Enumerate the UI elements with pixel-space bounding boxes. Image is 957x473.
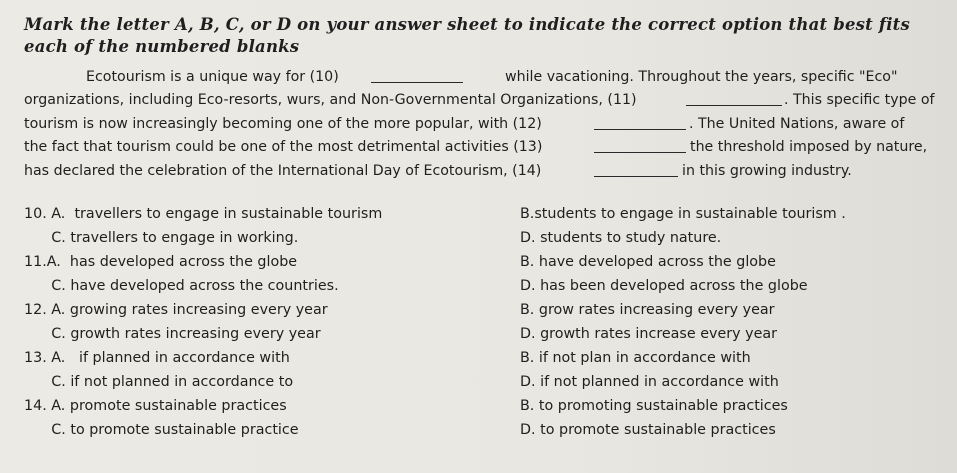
passage-text: organizations, including Eco-resorts, wurs, and Non-Governmental Organizations, (11)	[24, 92, 637, 109]
blank-14[interactable]	[594, 162, 678, 177]
option-row	[24, 422, 949, 444]
option-row	[24, 374, 949, 396]
passage-text: the threshold imposed by nature,	[690, 139, 928, 156]
option-c[interactable]: C. travellers to engage in working.	[24, 230, 299, 246]
option-b[interactable]: B. if not plan in accordance with	[520, 350, 751, 366]
passage-text: has declared the celebration of the International Day of Ecotourism, (14)	[24, 162, 542, 179]
option-row	[24, 230, 949, 252]
option-d[interactable]: D. to promote sustainable practices	[520, 422, 776, 438]
passage-line-2	[24, 89, 949, 112]
option-b[interactable]: B. grow rates increasing every year	[520, 302, 775, 318]
option-d[interactable]: D. students to study nature.	[520, 230, 722, 246]
option-d[interactable]: D. if not planned in accordance with	[520, 374, 779, 390]
option-a[interactable]: 13. A. if planned in accordance with	[24, 350, 290, 366]
option-a[interactable]: 10. A. travellers to engage in sustainable tourism	[24, 206, 383, 222]
passage-line-1	[24, 66, 949, 89]
option-a[interactable]: 14. A. promote sustainable practices	[24, 398, 287, 414]
option-c[interactable]: C. growth rates increasing every year	[24, 326, 321, 342]
option-row	[24, 206, 949, 228]
passage-text: while vacationing. Throughout the years, specific "Eco"	[505, 69, 898, 85]
passage-text: . The United Nations, aware of	[689, 115, 905, 132]
passage-text: in this growing industry.	[682, 162, 852, 179]
option-row	[24, 254, 949, 276]
option-row	[24, 350, 949, 372]
option-d[interactable]: D. has been developed across the globe	[520, 278, 808, 294]
option-row	[24, 326, 949, 348]
instruction-heading: Mark the letter A, B, C, or D on your answer sheet to indicate the correct option that best fits each of the numbered blanks	[24, 15, 910, 56]
passage-line-5	[24, 160, 949, 183]
blank-13[interactable]	[594, 138, 686, 153]
option-row	[24, 278, 949, 300]
passage-line-4	[24, 136, 949, 159]
option-c[interactable]: C. have developed across the countries.	[24, 278, 339, 294]
option-a[interactable]: 12. A. growing rates increasing every year	[24, 302, 328, 318]
option-b[interactable]: B. to promoting sustainable practices	[520, 398, 788, 414]
option-a[interactable]: 11.A. has developed across the globe	[24, 254, 298, 270]
passage-text: Ecotourism is a unique way for (10)	[86, 69, 339, 85]
passage-text: the fact that tourism could be one of the most detrimental activities (13)	[24, 139, 543, 156]
passage-text: . This specific type of	[784, 92, 935, 109]
passage-text: tourism is now increasingly becoming one of the more popular, with (12)	[24, 115, 542, 132]
blank-10[interactable]	[371, 68, 463, 83]
option-row	[24, 398, 949, 420]
passage	[24, 66, 949, 183]
blank-12[interactable]	[594, 115, 686, 130]
option-c[interactable]: C. to promote sustainable practice	[24, 422, 299, 438]
option-row	[24, 302, 949, 324]
option-b[interactable]: B.students to engage in sustainable tourism .	[520, 206, 846, 222]
passage-line-3	[24, 113, 949, 136]
option-c[interactable]: C. if not planned in accordance to	[24, 374, 294, 390]
option-d[interactable]: D. growth rates increase every year	[520, 326, 778, 342]
blank-11[interactable]	[686, 91, 782, 106]
option-b[interactable]: B. have developed across the globe	[520, 254, 776, 270]
